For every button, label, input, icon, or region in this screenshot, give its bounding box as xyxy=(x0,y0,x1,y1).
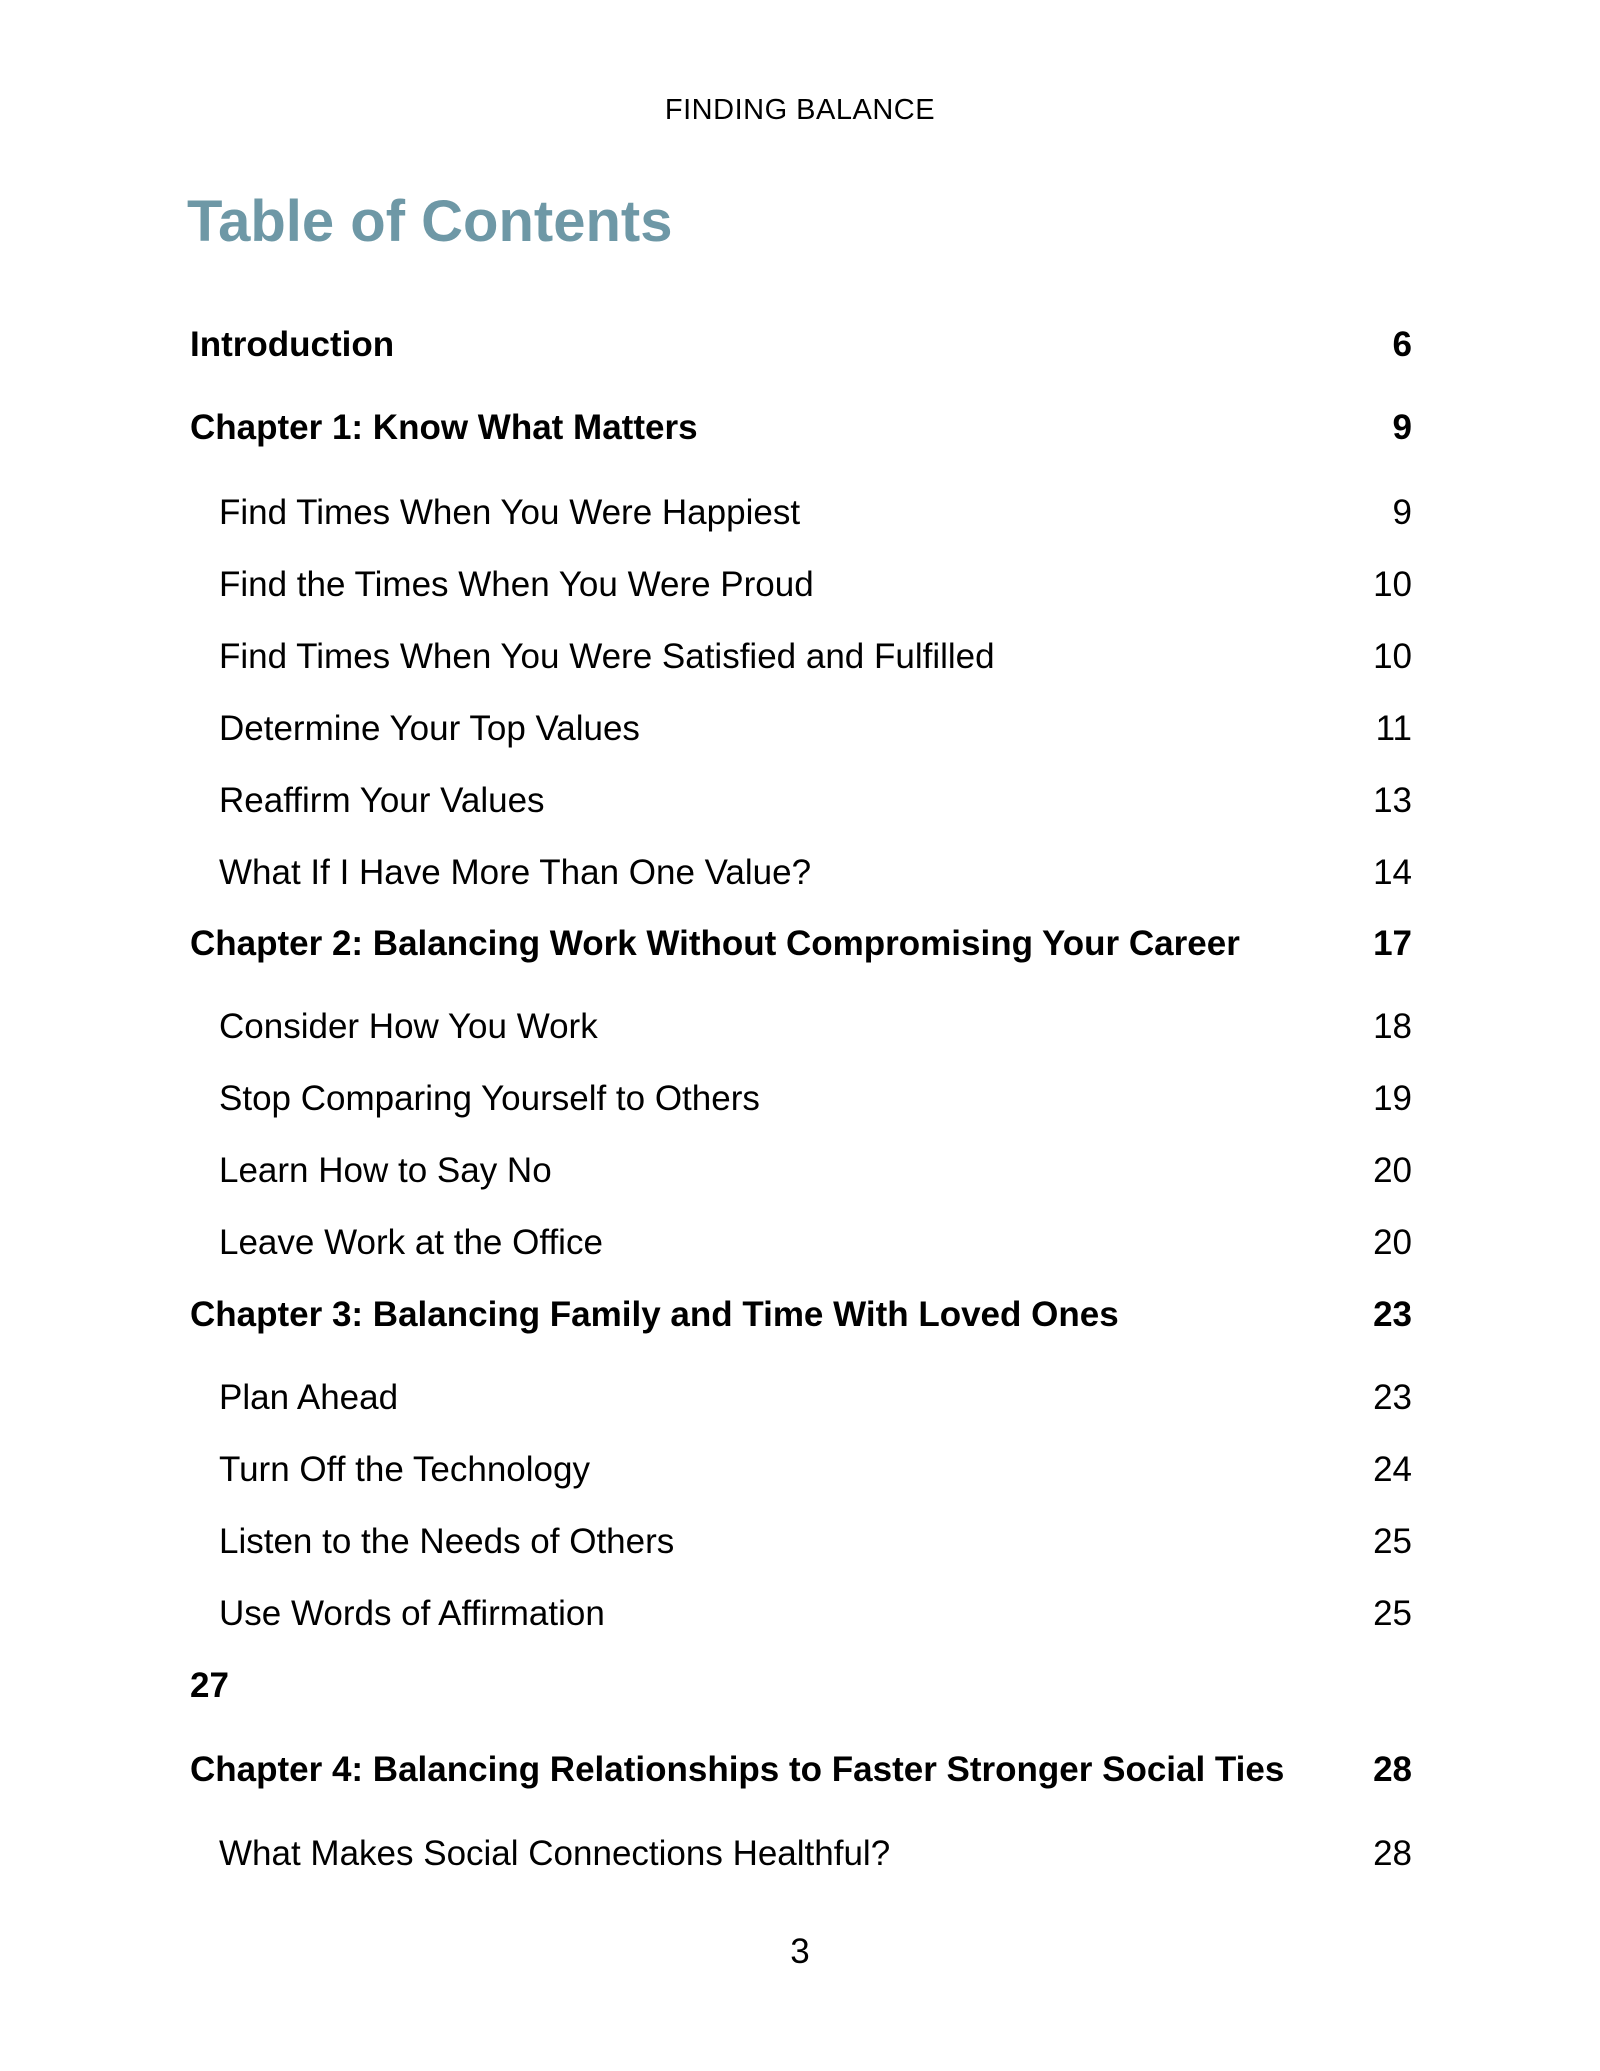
toc-entry-label: Consider How You Work xyxy=(219,1007,598,1046)
toc-entry-page: 17 xyxy=(1373,924,1412,963)
toc-entry[interactable] xyxy=(190,1373,1412,1423)
running-header: FINDING BALANCE xyxy=(664,94,936,126)
toc-entry-label: Reaffirm Your Values xyxy=(219,781,545,820)
toc-entry-page: 9 xyxy=(1392,408,1412,447)
toc-entry-label: Use Words of Affirmation xyxy=(219,1594,605,1633)
toc-entry[interactable] xyxy=(190,320,1412,370)
toc-entry[interactable] xyxy=(190,1074,1412,1124)
toc-entry-page: 10 xyxy=(1373,637,1412,676)
toc-title: Table of Contents xyxy=(187,189,673,254)
toc-entry[interactable] xyxy=(190,1002,1412,1052)
toc-entry[interactable] xyxy=(190,1146,1412,1196)
toc-entry-label: Learn How to Say No xyxy=(219,1151,552,1190)
toc-entry-label: Find Times When You Were Satisfied and Fulfilled xyxy=(219,637,995,676)
toc-entry[interactable] xyxy=(190,1745,1412,1795)
toc-entry[interactable] xyxy=(190,1517,1412,1567)
toc-entry-label: Chapter 4: Balancing Relationships to Faster Stronger Social Ties xyxy=(190,1750,1285,1789)
toc-entry-label: Chapter 3: Balancing Family and Time With Loved Ones xyxy=(190,1295,1119,1334)
toc-entry-page: 11 xyxy=(1375,709,1412,748)
toc-entry-page: 10 xyxy=(1373,565,1412,604)
toc-entry[interactable] xyxy=(190,704,1412,754)
toc-entry[interactable] xyxy=(190,560,1412,610)
toc-entry-label: Find Times When You Were Happiest xyxy=(219,493,801,532)
toc-entry-label: What If I Have More Than One Value? xyxy=(219,853,812,892)
toc-entry-label: Introduction xyxy=(190,325,395,364)
toc-entry-page: 20 xyxy=(1373,1151,1412,1190)
toc-entry-label: Find the Times When You Were Proud xyxy=(219,565,814,604)
toc-entry-page: 6 xyxy=(1392,325,1412,364)
toc-entry-label: Plan Ahead xyxy=(219,1378,399,1417)
toc-entry[interactable] xyxy=(190,1290,1412,1340)
toc-entry-label: Leave Work at the Office xyxy=(219,1223,603,1262)
toc-entry-page: 19 xyxy=(1373,1079,1412,1118)
toc-entry-page: 28 xyxy=(1373,1750,1412,1789)
toc-entry-label: 27 xyxy=(190,1666,229,1705)
toc-entry-page: 18 xyxy=(1373,1007,1412,1046)
toc-entry-page: 23 xyxy=(1373,1295,1412,1334)
toc-entry-page: 24 xyxy=(1373,1450,1412,1489)
toc-entry[interactable] xyxy=(190,919,1412,969)
toc-entry-label: What Makes Social Connections Healthful? xyxy=(219,1834,891,1873)
page-number: 3 xyxy=(790,1932,810,1971)
toc-entry[interactable] xyxy=(190,632,1412,682)
toc-entry-page: 25 xyxy=(1373,1522,1412,1561)
toc-entry[interactable] xyxy=(190,1661,1412,1711)
toc-entry-page: 13 xyxy=(1373,781,1412,820)
toc-entry[interactable] xyxy=(190,1829,1412,1879)
toc-entry-label: Turn Off the Technology xyxy=(219,1450,590,1489)
toc-entry[interactable] xyxy=(190,488,1412,538)
toc-entry-label: Chapter 2: Balancing Work Without Compromising Your Career xyxy=(190,924,1240,963)
toc-entry-label: Determine Your Top Values xyxy=(219,709,640,748)
toc-entry[interactable] xyxy=(190,1218,1412,1268)
toc-entry-label: Listen to the Needs of Others xyxy=(219,1522,675,1561)
toc-entry-page: 20 xyxy=(1373,1223,1412,1262)
toc-entry-page: 14 xyxy=(1373,853,1412,892)
toc-entry-page: 25 xyxy=(1373,1594,1412,1633)
toc-entry[interactable] xyxy=(190,403,1412,453)
toc-entry-label: Stop Comparing Yourself to Others xyxy=(219,1079,760,1118)
toc-entry[interactable] xyxy=(190,1445,1412,1495)
toc-entry-page: 9 xyxy=(1392,493,1412,532)
toc-entry-page: 28 xyxy=(1373,1834,1412,1873)
toc-entry-page: 23 xyxy=(1373,1378,1412,1417)
toc-entry[interactable] xyxy=(190,848,1412,898)
toc-entry[interactable] xyxy=(190,776,1412,826)
toc-entry-label: Chapter 1: Know What Matters xyxy=(190,408,698,447)
toc-entry[interactable] xyxy=(190,1589,1412,1639)
